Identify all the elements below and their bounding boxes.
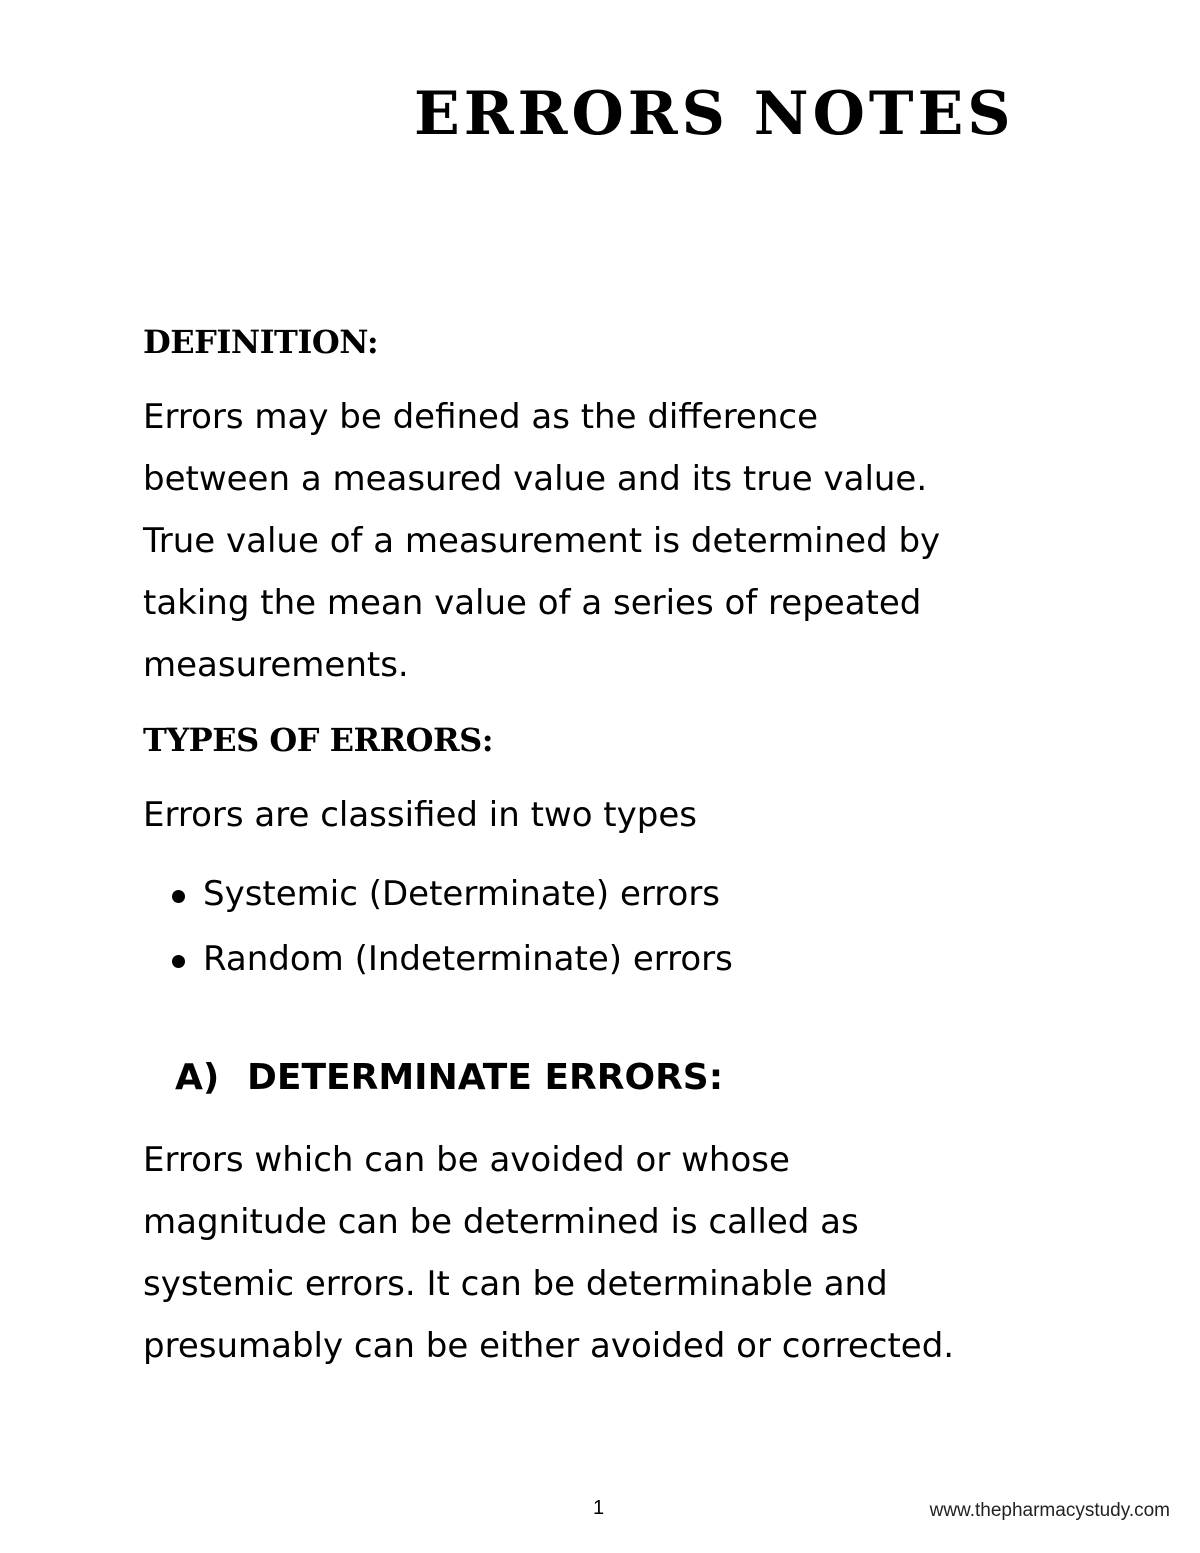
- bullet-icon: [172, 955, 185, 968]
- determinate-line: magnitude can be determined is called as: [143, 1202, 859, 1242]
- definition-paragraph: [143, 386, 1073, 696]
- error-types-list: [172, 862, 733, 992]
- page-number: 1: [593, 1497, 605, 1519]
- types-heading: TYPES OF ERRORS:: [143, 721, 494, 759]
- determinate-heading-text: DETERMINATE ERRORS:: [247, 1057, 724, 1098]
- determinate-paragraph: [143, 1129, 1073, 1377]
- definition-heading: DEFINITION:: [143, 323, 379, 361]
- determinate-line: presumably can be either avoided or corrected.: [143, 1326, 955, 1366]
- footer-url[interactable]: www.thepharmacystudy.com: [929, 1500, 1170, 1521]
- definition-line: between a measured value and its true value.: [143, 459, 928, 499]
- definition-line: Errors may be defined as the difference: [143, 397, 819, 437]
- determinate-line: systemic errors. It can be determinable and: [143, 1264, 888, 1304]
- determinate-line: Errors which can be avoided or whose: [143, 1140, 790, 1180]
- list-item-text: Random (Indeterminate) errors: [203, 939, 733, 979]
- types-intro: [143, 784, 1073, 846]
- list-item-text: Systemic (Determinate) errors: [203, 874, 721, 914]
- bullet-icon: [172, 890, 185, 903]
- types-intro-text: Errors are classified in two types: [143, 795, 697, 835]
- page-title: ERRORS NOTES: [414, 79, 1015, 149]
- definition-line: taking the mean value of a series of repeated: [143, 583, 922, 623]
- list-item: [172, 927, 733, 992]
- section-marker: A): [175, 1057, 220, 1098]
- determinate-heading: [175, 1057, 724, 1098]
- definition-line: True value of a measurement is determined by: [143, 521, 941, 561]
- list-item: [172, 862, 733, 927]
- definition-line: measurements.: [143, 645, 409, 685]
